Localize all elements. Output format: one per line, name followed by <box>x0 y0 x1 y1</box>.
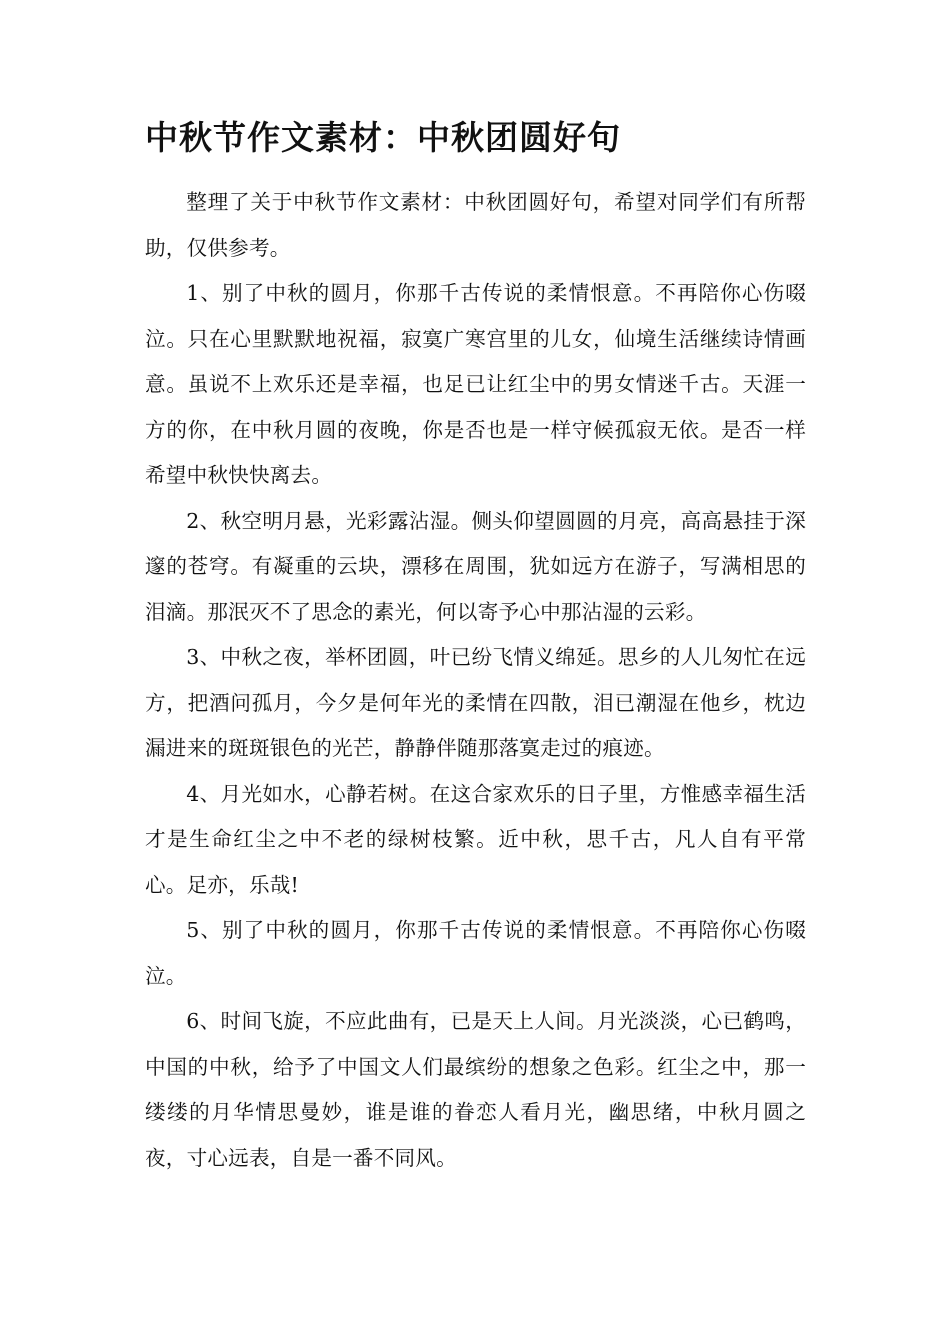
paragraph-2: 2、秋空明月悬，光彩露沾湿。侧头仰望圆圆的月亮，高高悬挂于深邃的苍穹。有凝重的云块，漂移在周围，犹如远方在游子，写满相思的泪滴。那泯灭不了思念的素光，何以寄予心中那沾湿的云彩。 <box>145 508 806 624</box>
paragraph-6: 6、时间飞旋，不应此曲有，已是天上人间。月光淡淡，心已鹤鸣，中国的中秋，给予了中国文人们最缤纷的想象之色彩。红尘之中，那一缕缕的月华情思曼妙，谁是谁的眷恋人看月光，幽思绪，中秋月圆之夜，寸心远表，自是一番不同风。 <box>145 1009 806 1170</box>
paragraph-5: 5、别了中秋的圆月，你那千古传说的柔情恨意。不再陪你心伤啜泣。 <box>145 918 806 988</box>
document-page <box>145 112 806 1181</box>
paragraph-4: 4、月光如水，心静若树。在这合家欢乐的日子里，方惟感幸福生活才是生命红尘之中不老的绿树枝繁。近中秋，思千古，凡人自有平常心。足亦，乐哉! <box>145 781 806 897</box>
intro-paragraph: 整理了关于中秋节作文素材：中秋团圆好句，希望对同学们有所帮助，仅供参考。 <box>145 190 806 260</box>
paragraph-1: 1、别了中秋的圆月，你那千古传说的柔情恨意。不再陪你心伤啜泣。只在心里默默地祝福，寂寞广寒宫里的儿女，仙境生活继续诗情画意。虽说不上欢乐还是幸福，也足已让红尘中的男女情迷千古。天涯一方的你，在中秋月圆的夜晚，你是否也是一样守候孤寂无依。是否一样希望中秋快快离去。 <box>145 281 806 487</box>
paragraph-3: 3、中秋之夜，举杯团圆，叶已纷飞情义绵延。思乡的人儿匆忙在远方，把酒问孤月，今夕是何年光的柔情在四散，泪已潮湿在他乡，枕边漏进来的斑斑银色的光芒，静静伴随那落寞走过的痕迹。 <box>145 645 806 760</box>
document-title: 中秋节作文素材：中秋团圆好句 <box>145 118 621 157</box>
